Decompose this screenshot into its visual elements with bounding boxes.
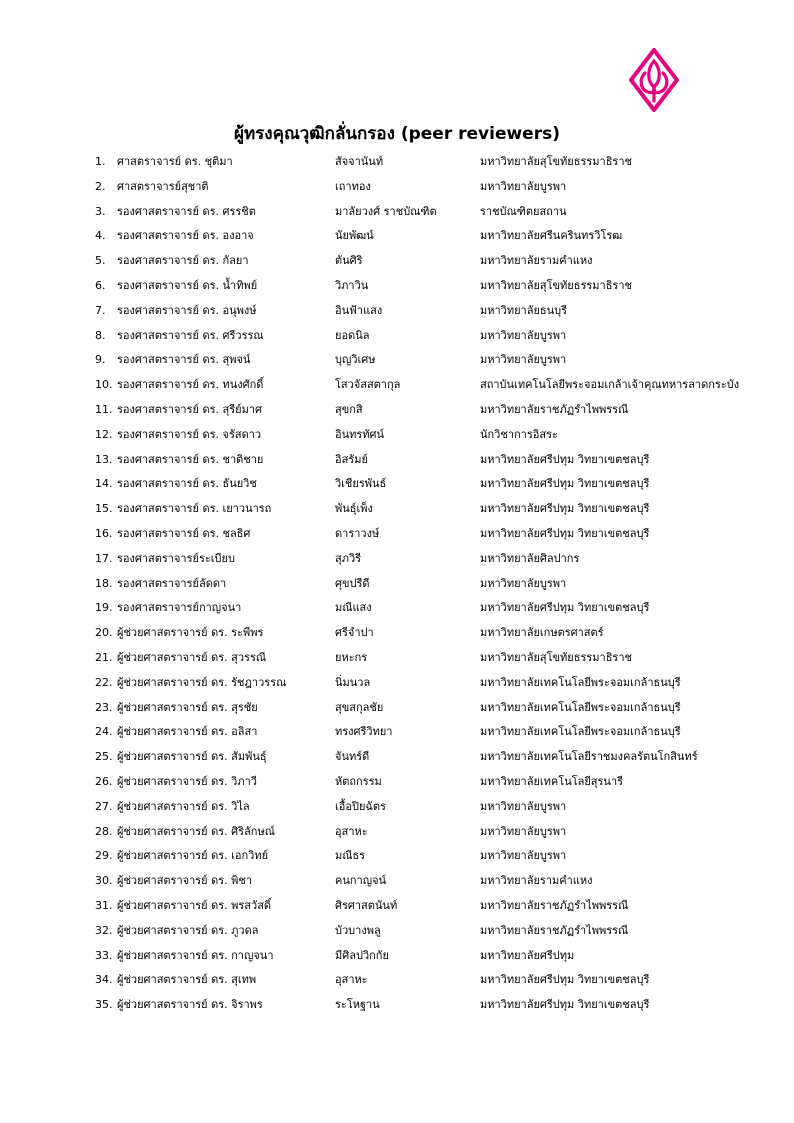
list-item [95,326,775,351]
reviewer-institution: มหาวิทยาลัยศรีนครินทรวิโรฒ [480,229,623,243]
list-item [95,673,775,698]
reviewer-name: ศาสตราจารย์สุชาติ [117,179,209,193]
reviewer-name: ผู้ช่วยศาสตราจารย์ ดร. ศิริลักษณ์ [117,824,275,838]
page-title: ผู้ทรงคุณวุฒิกลั่นกรอง (peer reviewers) [234,124,560,144]
reviewer-number: 14. [95,477,113,491]
reviewer-number: 28. [95,824,113,838]
reviewer-surname: อินทรทัศน์ [335,427,385,441]
list-item [95,301,775,326]
list-item [95,425,775,450]
reviewer-institution: มหาวิทยาลัยธนบุรี [480,303,568,317]
list-item [95,846,775,871]
reviewer-list [95,152,775,1020]
reviewer-institution: มหาวิทยาลัยราชภัฏรำไพพรรณี [480,898,629,912]
reviewer-name: รองศาสตราจารย์ ดร. ศรรชิต [117,204,256,218]
list-item [95,648,775,673]
reviewer-name: รองศาสตราจารย์ ดร. สุพจน์ [117,353,251,367]
list-item [95,747,775,772]
reviewer-name: ผู้ช่วยศาสตราจารย์ ดร. กาญจนา [117,948,274,962]
reviewer-institution: นักวิชาการอิสระ [480,427,558,441]
reviewer-surname: อุสาหะ [335,973,368,987]
reviewer-number: 5. [95,254,106,268]
reviewer-institution: มหาวิทยาลัยเกษตรศาสตร์ [480,626,604,640]
list-item [95,202,775,227]
reviewer-institution: มหาวิทยาลัยบูรพา [480,179,567,193]
reviewer-surname: เอื้อปิยฉัตร [335,799,386,813]
reviewer-institution: มหาวิทยาลัยศรีปทุม วิทยาเขตชลบุรี [480,526,650,540]
reviewer-name: รองศาสตราจารย์ระเบียบ [117,551,235,565]
reviewer-surname: อินฟ้าแสง [335,303,383,317]
reviewer-number: 27. [95,799,113,813]
list-item [95,946,775,971]
reviewer-name: รองศาสตราจารย์ ดร. ชลธิศ [117,526,251,540]
reviewer-number: 25. [95,750,113,764]
reviewer-number: 8. [95,328,106,342]
reviewer-surname: โสวจัสสตากุล [335,378,401,392]
reviewer-name: ผู้ช่วยศาสตราจารย์ ดร. ภูวดล [117,923,259,937]
reviewer-institution: มหาวิทยาลัยบูรพา [480,849,567,863]
reviewer-name: ผู้ช่วยศาสตราจารย์ ดร. สัมพันธุ์ [117,750,267,764]
reviewer-name: รองศาสตราจารย์ ดร. น้ำทิพย์ [117,278,258,292]
reviewer-institution: มหาวิทยาลัยเทคโนโลยีพระจอมเกล้าธนบุรี [480,725,681,739]
reviewer-institution: มหาวิทยาลัยศรีปทุม วิทยาเขตชลบุรี [480,973,650,987]
list-item [95,499,775,524]
reviewer-institution: มหาวิทยาลัยสุโขทัยธรรมาธิราช [480,155,632,168]
reviewer-name: ผู้ช่วยศาสตราจารย์ ดร. วิไล [117,799,250,813]
reviewer-institution: มหาวิทยาลัยราชภัฏรำไพพรรณี [480,923,629,937]
reviewer-institution: สถาบันเทคโนโลยีพระจอมเกล้าเจ้าคุณทหารลาดกระบัง [480,378,740,392]
reviewer-institution: มหาวิทยาลัยรามคำแหง [480,254,593,268]
reviewer-institution: ราชบัณฑิตยสถาน [480,204,567,218]
reviewer-surname: นัยพัฒน์ [335,229,374,243]
list-item [95,871,775,896]
reviewer-surname: อิสรัมย์ [335,452,368,466]
reviewer-institution: มหาวิทยาลัยศรีปทุม วิทยาเขตชลบุรี [480,998,650,1012]
reviewer-name: รองศาสตราจารย์ ดร. ศรีวรรณ [117,328,264,342]
reviewer-number: 13. [95,452,113,466]
reviewer-number: 32. [95,923,113,937]
reviewer-surname: สุขสกุลชัย [335,700,384,714]
reviewer-surname: ระโหฐาน [335,998,380,1012]
reviewer-name: ผู้ช่วยศาสตราจารย์ ดร. อลิสา [117,725,258,739]
reviewer-number: 10. [95,378,113,392]
reviewer-name: รองศาสตราจารย์ ดร. ธันยวิช [117,477,257,491]
reviewer-surname: ดาราวงษ์ [335,526,380,540]
reviewer-name: ผู้ช่วยศาสตราจารย์ ดร. พรสวัสดิ์ [117,898,272,912]
list-item [95,623,775,648]
reviewer-name: ผู้ช่วยศาสตราจารย์ ดร. ระพีพร [117,626,264,640]
reviewer-name: ผู้ช่วยศาสตราจารย์ ดร. สุเทพ [117,973,257,987]
reviewer-name: รองศาสตราจารย์ ดร. ทนงศักดิ์ [117,378,264,392]
list-item [95,995,775,1020]
list-item [95,772,775,797]
list-item [95,698,775,723]
reviewer-surname: วิภาวิน [335,278,369,292]
reviewer-institution: มหาวิทยาลัยศรีปทุม วิทยาเขตชลบุรี [480,502,650,516]
reviewer-institution: มหาวิทยาลัยบูรพา [480,576,567,590]
list-item [95,797,775,822]
list-item [95,276,775,301]
reviewer-name: รองศาสตราจารย์ ดร. กัลยา [117,254,249,268]
reviewer-number: 30. [95,874,113,888]
reviewer-surname: มณีแสง [335,601,372,615]
reviewer-institution: มหาวิทยาลัยศรีปทุม [480,948,575,962]
list-item [95,549,775,574]
lotus-logo-icon [628,47,680,113]
reviewer-institution: มหาวิทยาลัยสุโขทัยธรรมาธิราช [480,650,632,664]
reviewer-name: ศาสตราจารย์ ดร. ชุติมา [117,155,233,168]
reviewer-name: รองศาสตราจารย์ ดร. เยาวนารถ [117,502,272,516]
reviewer-name: รองศาสตราจารย์ ดร. สุรีย์มาศ [117,402,262,416]
list-item [95,450,775,475]
list-item [95,524,775,549]
reviewer-number: 21. [95,650,113,664]
reviewer-institution: มหาวิทยาลัยบูรพา [480,799,567,813]
reviewer-number: 34. [95,973,113,987]
reviewer-number: 11. [95,402,113,416]
reviewer-institution: มหาวิทยาลัยเทคโนโลยีพระจอมเกล้าธนบุรี [480,675,681,689]
reviewer-surname: ศรีจำปา [335,626,374,640]
reviewer-name: ผู้ช่วยศาสตราจารย์ ดร. พิชา [117,874,253,888]
reviewer-number: 20. [95,626,113,640]
list-item [95,896,775,921]
reviewer-number: 17. [95,551,113,565]
reviewer-number: 18. [95,576,113,590]
reviewer-number: 2. [95,179,106,193]
list-item [95,350,775,375]
reviewer-number: 7. [95,303,106,317]
reviewer-name: รองศาสตราจารย์กาญจนา [117,601,242,615]
reviewer-name: ผู้ช่วยศาสตราจารย์ ดร. สุวรรณี [117,650,267,664]
reviewer-surname: สัจจานันท์ [335,155,384,168]
reviewer-surname: ตันศิริ [335,254,363,268]
reviewer-name: ผู้ช่วยศาสตราจารย์ ดร. เอกวิทย์ [117,849,269,863]
list-item [95,375,775,400]
reviewer-surname: สุภวิรี [335,551,362,565]
reviewer-surname: ทรงศรีวิทยา [335,725,393,739]
reviewer-name: ผู้ช่วยศาสตราจารย์ ดร. จิราพร [117,998,263,1012]
list-item [95,722,775,747]
list-item [95,822,775,847]
reviewer-number: 33. [95,948,113,962]
reviewer-surname: ยอดนิล [335,328,370,342]
list-item [95,474,775,499]
list-item [95,177,775,202]
reviewer-number: 4. [95,229,106,243]
reviewer-surname: อุสาหะ [335,824,368,838]
reviewer-surname: มีศิลปวิกกัย [335,948,389,962]
reviewer-name: รองศาสตราจารย์ลัดดา [117,576,227,590]
list-item [95,152,775,177]
reviewer-surname: บัวบางพลู [335,923,381,937]
reviewer-name: รองศาสตราจารย์ ดร. ชาติชาย [117,452,264,466]
reviewer-surname: คนกาญจน์ [335,874,387,888]
reviewer-surname: ยหะกร [335,650,368,664]
reviewer-institution: มหาวิทยาลัยบูรพา [480,328,567,342]
list-item [95,226,775,251]
reviewer-name: ผู้ช่วยศาสตราจารย์ ดร. วิภาวี [117,774,257,788]
reviewer-number: 15. [95,502,113,516]
reviewer-institution: มหาวิทยาลัยสุโขทัยธรรมาธิราช [480,278,632,292]
reviewer-surname: นิ่มนวล [335,675,371,689]
reviewer-surname: บุญวิเศษ [335,353,376,367]
reviewer-surname: เถาทอง [335,179,371,193]
reviewer-number: 1. [95,155,106,168]
reviewer-surname: วิเชียรพันธ์ [335,477,387,491]
reviewer-number: 16. [95,526,113,540]
reviewer-name: รองศาสตราจารย์ ดร. จรัสดาว [117,427,262,441]
reviewer-surname: มณีธร [335,849,366,863]
reviewer-institution: มหาวิทยาลัยเทคโนโลยีสุรนารี [480,774,624,788]
reviewer-institution: มหาวิทยาลัยศิลปากร [480,551,580,565]
reviewer-number: 23. [95,700,113,714]
reviewer-surname: ศุขปรีดี [335,576,370,590]
reviewer-number: 26. [95,774,113,788]
reviewer-institution: มหาวิทยาลัยเทคโนโลยีราชมงคลรัตนโกสินทร์ [480,750,698,764]
reviewer-name: รองศาสตราจารย์ ดร. อนุพงษ์ [117,303,257,317]
reviewer-institution: มหาวิทยาลัยเทคโนโลยีพระจอมเกล้าธนบุรี [480,700,681,714]
reviewer-institution: มหาวิทยาลัยศรีปทุม วิทยาเขตชลบุรี [480,601,650,615]
reviewer-number: 35. [95,998,113,1012]
list-item [95,574,775,599]
reviewer-name: ผู้ช่วยศาสตราจารย์ ดร. สุรชัย [117,700,258,714]
reviewer-name: ผู้ช่วยศาสตราจารย์ ดร. รัชฎาวรรณ [117,675,287,689]
reviewer-surname: พันธุ์เพ็ง [335,502,373,516]
reviewer-surname: สุขกสิ [335,402,363,416]
list-item [95,921,775,946]
reviewer-number: 29. [95,849,113,863]
reviewer-number: 9. [95,353,106,367]
reviewer-institution: มหาวิทยาลัยราชภัฏรำไพพรรณี [480,402,629,416]
reviewer-institution: มหาวิทยาลัยรามคำแหง [480,874,593,888]
reviewer-institution: มหาวิทยาลัยบูรพา [480,824,567,838]
reviewer-institution: มหาวิทยาลัยศรีปทุม วิทยาเขตชลบุรี [480,477,650,491]
reviewer-institution: มหาวิทยาลัยศรีปทุม วิทยาเขตชลบุรี [480,452,650,466]
reviewer-institution: มหาวิทยาลัยบูรพา [480,353,567,367]
reviewer-number: 3. [95,204,106,218]
reviewer-number: 19. [95,601,113,615]
reviewer-number: 6. [95,278,106,292]
reviewer-number: 22. [95,675,113,689]
list-item [95,251,775,276]
reviewer-surname: หัตถกรรม [335,774,382,788]
reviewer-surname: ศิรศาสตนันท์ [335,898,398,912]
reviewer-surname: จันทร์ดี [335,750,370,764]
reviewer-number: 31. [95,898,113,912]
list-item [95,970,775,995]
list-item [95,598,775,623]
list-item [95,400,775,425]
reviewer-number: 12. [95,427,113,441]
reviewer-surname: มาลัยวงศ์ ราชบัณฑิต [335,204,437,218]
reviewer-name: รองศาสตราจารย์ ดร. องอาจ [117,229,254,243]
reviewer-number: 24. [95,725,113,739]
